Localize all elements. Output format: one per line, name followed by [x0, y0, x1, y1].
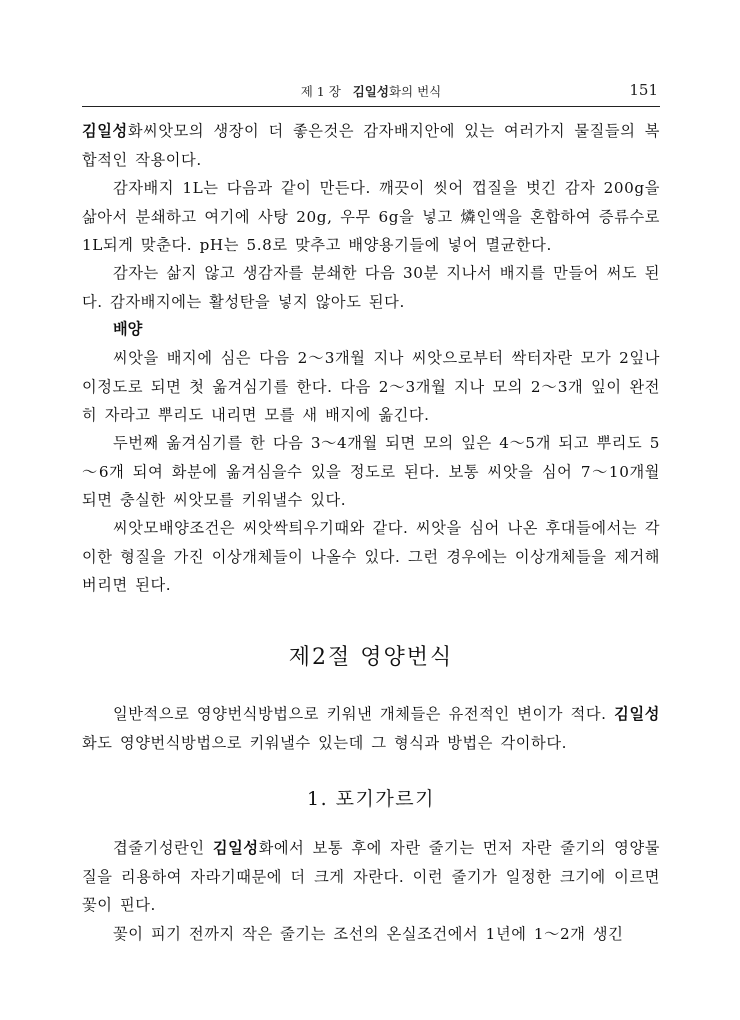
header-title-rest: 화의 번식	[388, 84, 442, 99]
running-header	[82, 80, 660, 107]
paragraph-5: 두번째 옮겨심기를 한 다음 3～4개월 되면 모의 잎은 4～5개 되고 뿌리도 5～6개 되여 화분에 옮겨심을수 있을 정도로 된다. 보통 씨앗을 심어 7～10개월 되면 충실한 씨앗모를 키워낼수 있다.	[82, 434, 660, 509]
paragraph-1-text: 화씨앗모의 생장이 더 좋은것은 감자배지안에 있는 여러가지 물질들의 복합적인 작용이다.	[82, 122, 660, 169]
paragraph-7-text-2: 화에서 보통 후에 자란 줄기는 먼저 자란 줄기의 영양물질을 리용하여 자라기때문에 더 크게 자란다. 이런 줄기가 일정한 크기에 이르면 꽃이 핀다.	[82, 839, 660, 914]
bold-name: 김일성	[212, 839, 259, 857]
paragraph-3: 감자는 삶지 않고 생감자를 분쇄한 다음 30분 지나서 배지를 만들어 써도 된다. 감자배지에는 활성탄을 넣지 않아도 된다.	[82, 264, 660, 311]
section-title: 제2절 영양번식	[288, 645, 454, 670]
header-bold-name: 김일성	[352, 84, 389, 99]
paragraph-7-text-1: 겹줄기성란인	[113, 839, 213, 857]
subheading-culture: 배양	[113, 320, 143, 338]
page-number: 151	[629, 81, 658, 99]
bold-name: 김일성	[82, 122, 128, 140]
bold-name: 김일성	[614, 705, 660, 723]
paragraph-8: 꽃이 피기 전까지 작은 줄기는 조선의 온실조건에서 1년에 1～2개 생긴	[113, 925, 624, 943]
paragraph-4: 씨앗을 배지에 심은 다음 2～3개월 지나 씨앗으로부터 싹터자란 모가 2잎나이정도로 되면 첫 옮겨심기를 한다. 다음 2～3개월 지나 모의 2～3개 잎이 완전히 자라고 뿌리도 내리면 모를 새 배지에 옮긴다.	[82, 349, 660, 424]
running-header-title	[82, 82, 660, 100]
paragraph-6: 씨앗모배양조건은 씨앗싹틔우기때와 같다. 씨앗을 심어 나온 후대들에서는 각이한 형질을 가진 이상개체들이 나올수 있다. 그런 경우에는 이상개체들을 제거해버리면 된다.	[82, 519, 660, 594]
chapter-label: 제 1 장	[300, 84, 341, 99]
section-intro-text-1: 일반적으로 영양번식방법으로 키워낸 개체들은 유전적인 변이가 적다.	[113, 705, 615, 723]
section-intro	[82, 700, 660, 757]
paragraph-7	[82, 834, 660, 920]
subsection-title: 1. 포기가르기	[307, 788, 435, 810]
paragraph-1	[82, 117, 660, 174]
paragraph-2: 감자배지 1L는 다음과 같이 만든다. 깨끗이 씻어 껍질을 벗긴 감자 200g을 삶아서 분쇄하고 여기에 사탕 20g, 우무 6g을 넣고 燐인액을 혼합하여 증류수로 1L되게 맞춘다. pH는 5.8로 맞추고 배양용기들에 넣어 멸균한다.	[82, 179, 660, 254]
section-intro-text-2: 화도 영양번식방법으로 키워낼수 있는데 그 형식과 방법은 각이하다.	[82, 733, 568, 752]
